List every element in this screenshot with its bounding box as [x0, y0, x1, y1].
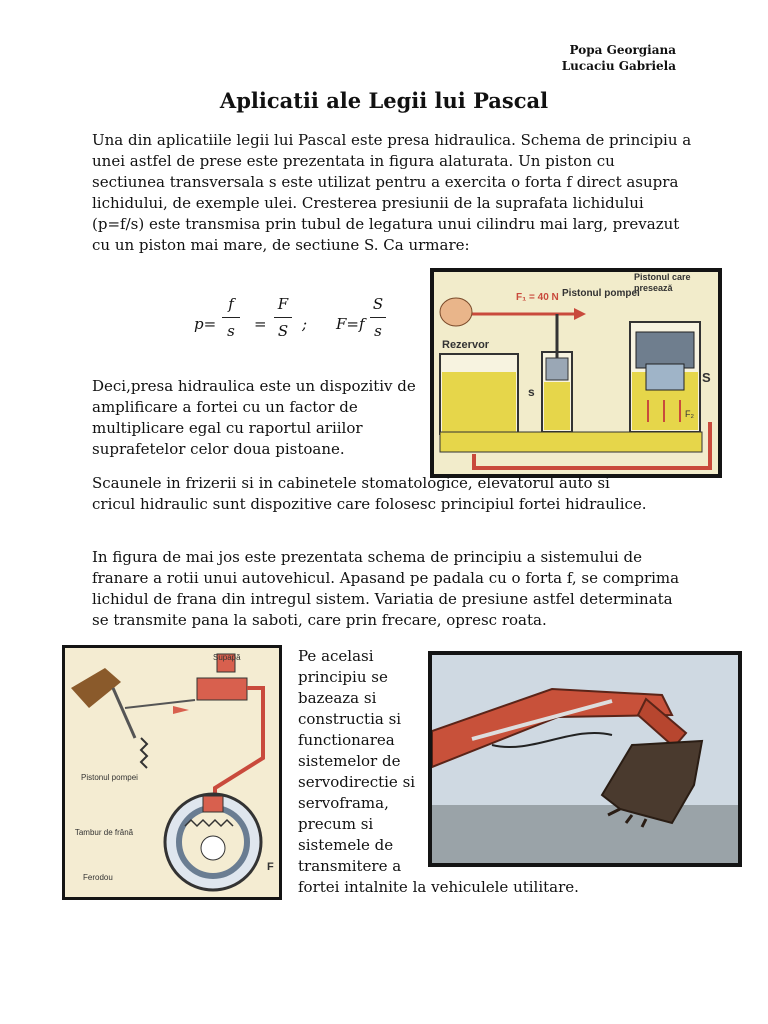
servo-paragraph: Pe acelasi principiu se bazeaza si constructia si functionarea sistemelor de servodirectie si servoframa, precum si sistemele de transmitere a	[298, 647, 416, 875]
fraction-F-over-S	[274, 295, 292, 340]
brake-pump-piston-label: Pistonul pompei	[81, 773, 138, 782]
press-conclusion-paragraph: Deci,presa hidraulica este un dispozitiv de amplificare a fortei cu un factor de multiplicare egal cu raportul ariilor suprafetelor celor doua pistoane.	[92, 377, 416, 458]
force-label: F₁ = 40 N	[516, 292, 559, 303]
formula-p-label: p=	[194, 315, 217, 333]
formula-separator: ;	[302, 315, 308, 333]
fraction-denominator: s	[374, 322, 382, 340]
pump-piston-label: Pistonul pompei	[562, 288, 640, 299]
small-area-label: s	[528, 385, 535, 399]
drum-label: Tambur de frână	[74, 828, 134, 837]
fraction-numerator: f	[228, 295, 234, 313]
reservoir-label: Rezervor	[442, 339, 490, 351]
pressing-piston-label: Pistonul care presează	[634, 272, 691, 293]
applications-paragraph: Scaunele in frizerii si in cabinetele stomatologice, elevatorul auto si cricul hidraulic sunt dispozitive care folosesc principiul fortei hidraulice.	[92, 474, 647, 513]
excavator-photo	[428, 651, 742, 867]
fraction-denominator: S	[277, 322, 289, 340]
brake-system-figure	[62, 645, 282, 900]
fraction-bar	[222, 317, 240, 318]
formula-equals: =	[254, 315, 267, 333]
hydraulic-press-diagram	[434, 272, 718, 474]
page-title: Aplicatii ale Legii lui Pascal	[219, 88, 549, 113]
fraction-numerator: F	[277, 295, 289, 313]
servo-paragraph-end: fortei intalnite la vehiculele utilitare.	[298, 878, 579, 896]
f2-label: F₂	[685, 409, 694, 419]
intro-paragraph: Una din aplicatiile legii lui Pascal este presa hidraulica. Schema de principiu a unei astfel de prese este prezentata in figura alaturata. Un piston cu sectiunea transversala s este utilizat pentru a exercita o forta f direct asupra lichidului, de exemple ulei. Cresterea presiunii de la suprafata lichidului (p=f/s) este transmisa prin tubul de legatura unui cilindru mai larg, prevazut cu un piston mai mare, de sectiune S. Ca urmare:	[92, 131, 692, 254]
author-1: Popa Georgiana	[569, 43, 676, 57]
excavator-illustration	[432, 655, 738, 863]
fraction-numerator: S	[372, 295, 384, 313]
authors	[562, 42, 676, 74]
lining-label: Ferodou	[83, 873, 113, 882]
large-area-label: S	[702, 370, 711, 385]
hydraulic-press-figure	[430, 268, 722, 478]
formula-F-label: F=f	[336, 315, 365, 333]
fraction-S-over-s	[370, 295, 386, 340]
brake-system-diagram	[65, 648, 279, 897]
valve-label: Supapă	[213, 653, 241, 662]
fraction-f-over-s	[222, 295, 240, 340]
fraction-bar	[370, 317, 386, 318]
formula	[180, 295, 420, 351]
fraction-bar	[274, 317, 292, 318]
corner-label: F	[267, 861, 274, 873]
fraction-denominator: s	[227, 322, 235, 340]
author-2: Lucaciu Gabriela	[561, 59, 676, 73]
braking-paragraph: In figura de mai jos este prezentata schema de principiu a sistemului de franare a rotii unui autovehicul. Apasand pe padala cu o forta f, se comprima lichidul de frana din intregul sistem. Variatia de presiune astfel determinata se transmite pana la saboti, care prin frecare, opresc roata.	[92, 548, 680, 629]
